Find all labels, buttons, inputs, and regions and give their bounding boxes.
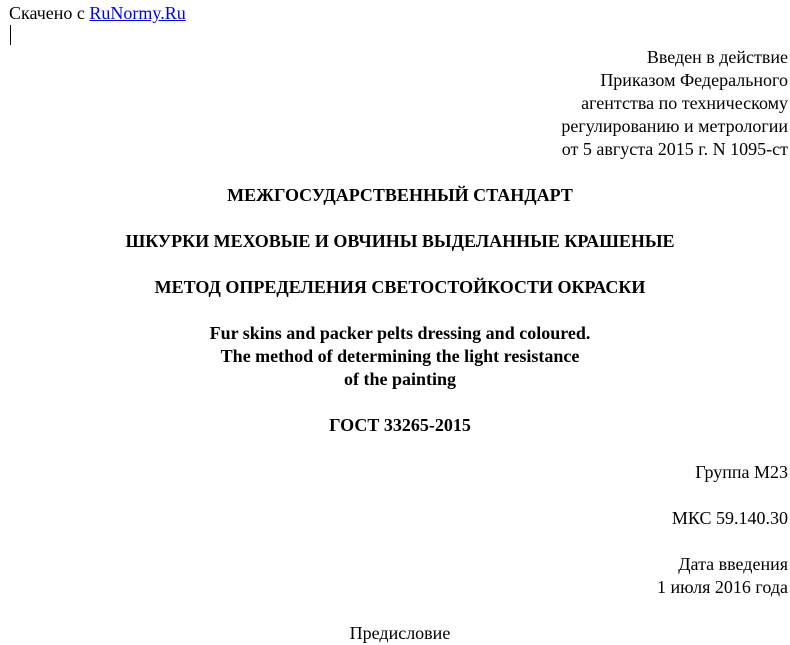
preface-heading: Предисловие [349,623,451,643]
title-en-line: of the painting [343,369,457,389]
date-value: 1 июля 2016 года [657,577,788,597]
intro-line: агентства по техническому [581,93,788,113]
gost-number: ГОСТ 33265-2015 [329,415,471,435]
subtitle-ru: МЕТОД ОПРЕДЕЛЕНИЯ СВЕТОСТОЙКОСТИ ОКРАСКИ [154,277,646,297]
source-line [9,3,186,23]
introduction-block [561,46,788,161]
date-label: Дата введения [678,554,788,574]
intro-line: от 5 августа 2015 г. N 1095-ст [561,139,788,159]
title-en-line: Fur skins and packer pelts dressing and coloured. [209,323,591,343]
standard-type: МЕЖГОСУДАРСТВЕННЫЙ СТАНДАРТ [227,185,573,205]
title-en [0,322,790,391]
source-prefix: Скачено с [9,3,90,23]
intro-line: Введен в действие [646,47,788,67]
text-cursor [10,25,11,45]
group-code: Группа М23 [695,462,788,482]
effective-date [657,553,788,599]
title-en-line: The method of determining the light resistance [220,346,580,366]
intro-line: регулированию и метрологии [561,116,788,136]
title-ru: ШКУРКИ МЕХОВЫЕ И ОВЧИНЫ ВЫДЕЛАННЫЕ КРАШЕНЫЕ [125,231,675,251]
mks-code: МКС 59.140.30 [671,508,788,528]
intro-line: Приказом Федерального [600,70,788,90]
source-link[interactable]: RuNormy.Ru [89,3,186,23]
